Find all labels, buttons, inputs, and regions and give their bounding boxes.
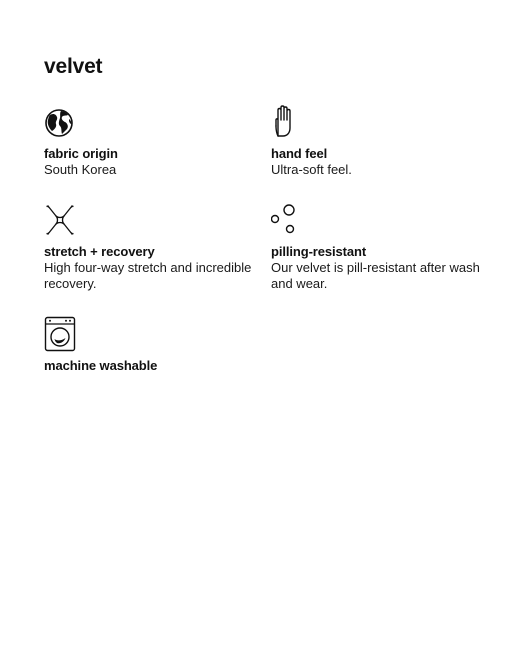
- feature-machine-washable: [44, 316, 254, 374]
- feature-description: Our velvet is pill-resistant after wash and wear.: [271, 260, 480, 291]
- feature-description: South Korea: [44, 162, 117, 177]
- feature-description: Ultra-soft feel.: [271, 162, 352, 177]
- feature-hand-feel: [271, 104, 481, 178]
- feature-name: hand feel: [271, 146, 328, 161]
- feature-stretch-recovery: [44, 202, 254, 292]
- feature-name: pilling-resistant: [271, 244, 367, 259]
- hand-icon: [271, 104, 303, 140]
- globe-icon: [44, 104, 76, 140]
- feature-fabric-origin: [44, 104, 254, 178]
- bubbles-icon: [271, 202, 303, 238]
- feature-pilling-resistant: [271, 202, 481, 292]
- feature-description: High four-way stretch and incredible recovery.: [44, 260, 252, 291]
- page-title: velvet: [44, 55, 103, 78]
- washing-machine-icon: [44, 316, 76, 352]
- feature-name: fabric origin: [44, 146, 118, 161]
- stretch-icon: [44, 202, 76, 238]
- feature-name: machine washable: [44, 358, 158, 373]
- feature-name: stretch + recovery: [44, 244, 155, 259]
